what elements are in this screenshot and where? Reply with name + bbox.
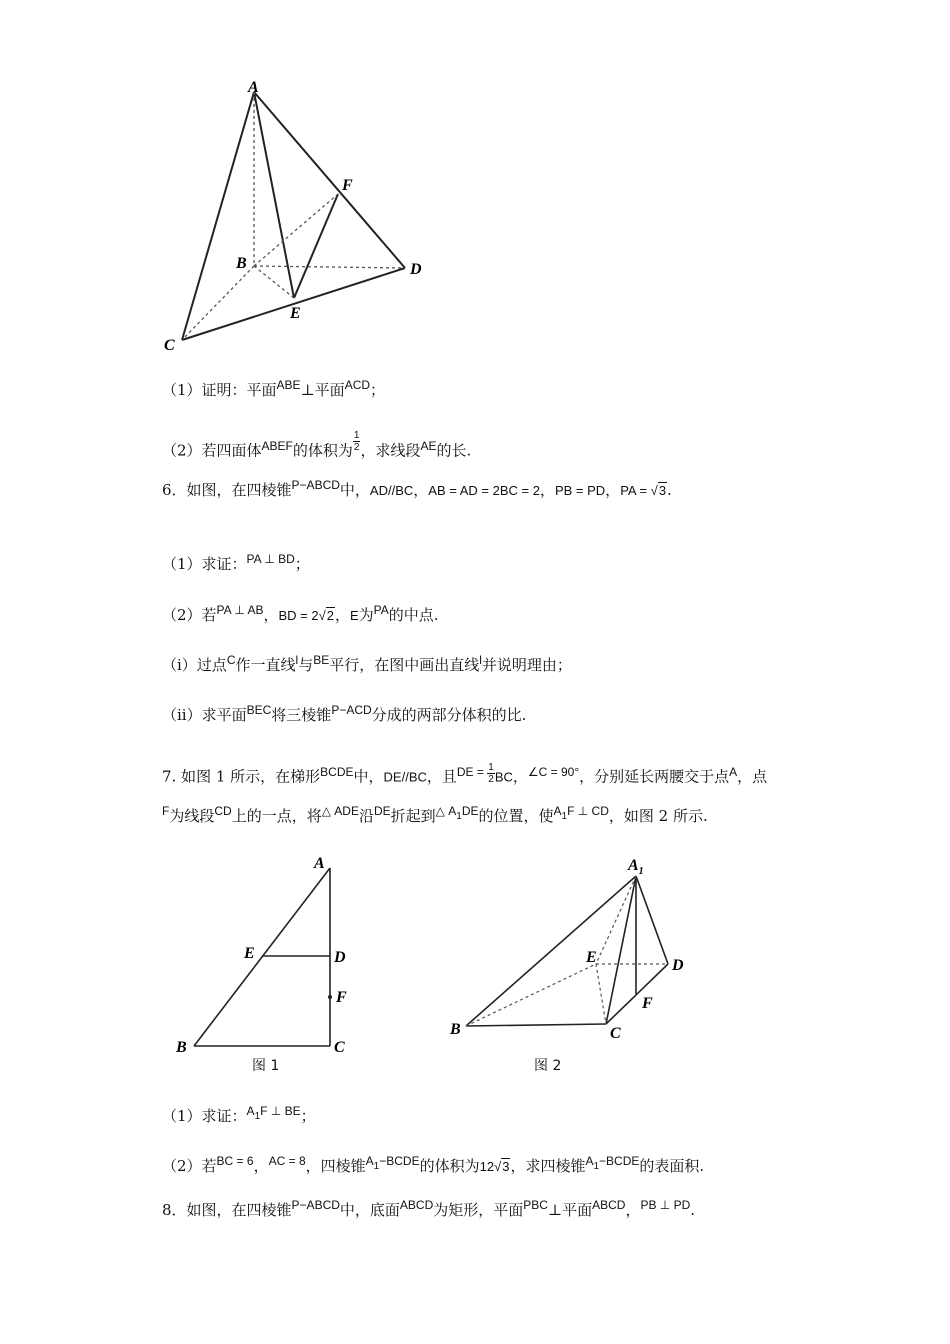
fig2-label-a1: $A_1$	[628, 857, 644, 877]
fig1-label-d: D	[334, 949, 346, 966]
q6-part-i: （i）过点$^C$作一直线$^l$与$^{BE}$平行，在图中画出直线$^l$并说明理由；	[162, 653, 572, 674]
fraction-one-half: $\frac{1}{2}$	[353, 430, 360, 453]
label-a: A	[248, 79, 259, 96]
q7-part2: （2）若$^{BC = 6}$，$^{AC = 8}$，四棱锥$^{A_1-BCDE}$的体积为12√3，求四棱锥$^{A_1-BCDE}$的表面积.	[162, 1154, 705, 1175]
edge-ac	[182, 92, 254, 340]
fig1-label-a: A	[314, 855, 325, 872]
q5-part1: （1）证明：平面$^{ABE}$⊥平面$^{ACD}$；	[162, 378, 386, 399]
fig2-edge-bc	[466, 1024, 606, 1026]
fig1-label-b: B	[176, 1039, 187, 1056]
sqrt-2: √2	[318, 608, 334, 623]
q6-part2: （2）若$^{PA \perp AB}$，BD = 2√2，E为$^{PA}$的中点.	[162, 603, 439, 624]
fig2-edge-ec	[596, 964, 606, 1024]
figure-1	[170, 848, 370, 1080]
tetrahedron-figure	[160, 78, 450, 358]
fig2-edge-a1d	[636, 876, 668, 964]
q6-part1: （1）求证：$^{PA \perp BD}$；	[162, 552, 310, 573]
edge-ad	[254, 92, 405, 268]
edge-ef	[294, 194, 338, 298]
fig2-label-c: C	[610, 1025, 621, 1042]
fig1-label-f: F	[336, 989, 347, 1006]
fig1-label-e: E	[244, 945, 255, 962]
q7-stem-line1: 7. 如图 1 所示，在梯形$^{BCDE}$中，DE//BC，且$^{DE =}$ $\frac{1}{2}$ BC，$^{\angle C = 90^\circ}$，分别延长两腰交于点$^A$，点	[162, 762, 768, 786]
q7-part1: （1）求证：$^{A_1F \perp BE}$；	[162, 1104, 316, 1125]
label-e: E	[290, 305, 301, 322]
fig1-edge-ab	[194, 868, 330, 1046]
label-f: F	[342, 177, 353, 194]
fig2-label-f: F	[642, 995, 653, 1012]
fig2-label-e: E	[586, 949, 597, 966]
fig2-edge-a1e	[596, 876, 636, 964]
label-d: D	[410, 261, 422, 278]
fig2-label-b: B	[450, 1021, 461, 1038]
figure-2	[446, 846, 696, 1046]
sqrt-3-volume: √3	[494, 1159, 510, 1174]
edge-ae	[254, 92, 294, 298]
q6-stem: 6．如图，在四棱锥$^{P-ABCD}$中，AD//BC，AB = AD = 2BC = 2，PB = PD，PA = √3.	[162, 478, 672, 499]
label-b: B	[236, 255, 247, 272]
edge-cd	[182, 268, 405, 340]
edge-bd	[254, 266, 405, 268]
q5-part2: （2）若四面体$^{ABEF}$的体积为 $\frac{1}{2}$ ，求线段$^{AE}$的长.	[162, 430, 472, 460]
q8-stem: 8．如图，在四棱锥$^{P-ABCD}$中，底面$^{ABCD}$为矩形，平面$^{PBC}$⊥平面$^{ABCD}$，$^{PB \perp PD}$.	[162, 1198, 696, 1219]
fig1-point-f	[328, 995, 332, 999]
figure-1-caption: 图 1	[252, 1058, 280, 1074]
fraction-one-half-q7: $\frac{1}{2}$	[488, 762, 494, 785]
figure-2-caption: 图 2	[534, 1058, 562, 1074]
fig2-edge-cd	[606, 964, 668, 1024]
q7-stem-line2: $^F$为线段$^{CD}$上的一点，将$^{\triangle ADE}$沿$^{DE}$折起到$^{\triangle A_1DE}$的位置，使$^{A_1F \perp CD}$，如图 2 所示.	[162, 804, 708, 825]
fig2-edge-be	[466, 964, 596, 1026]
edge-bf	[254, 194, 338, 266]
sqrt-3: √3	[650, 483, 667, 498]
fig2-label-d: D	[672, 957, 684, 974]
q6-part-ii: （ii）求平面$^{BEC}$将三棱锥$^{P-ACD}$分成的两部分体积的比.	[162, 703, 527, 724]
fig1-label-c: C	[334, 1039, 345, 1056]
label-c: C	[164, 337, 175, 354]
